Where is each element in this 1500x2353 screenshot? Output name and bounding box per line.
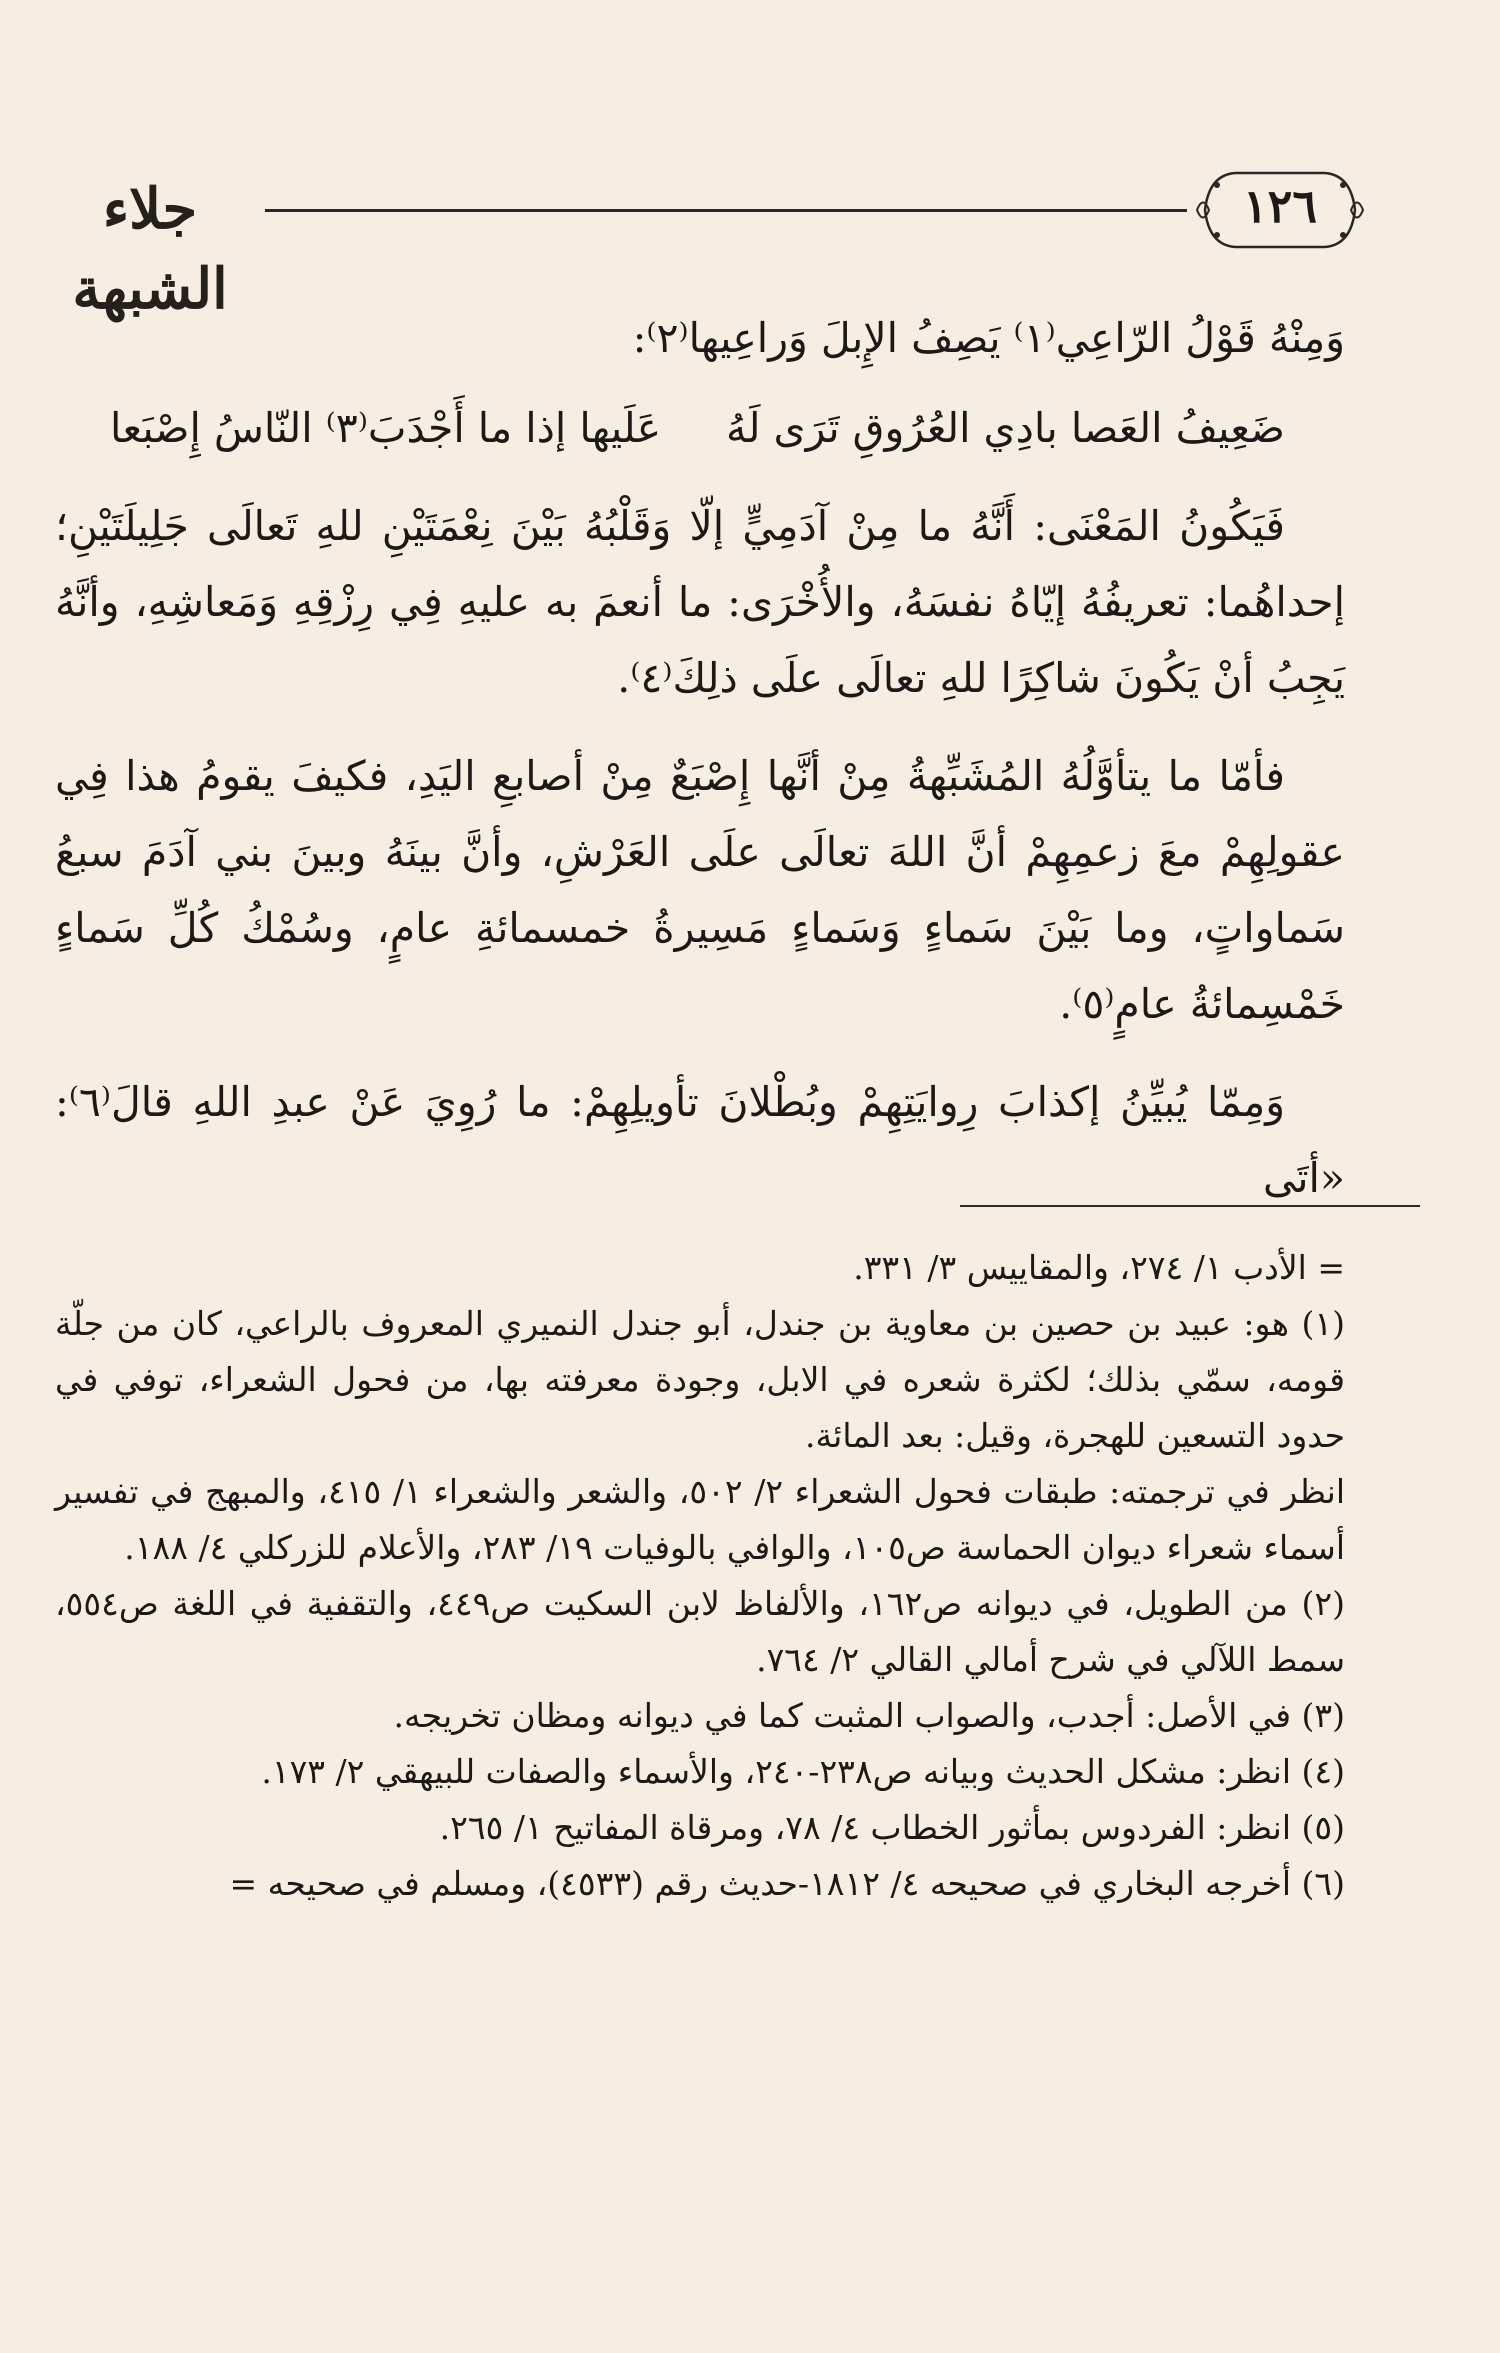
footnote-separator (960, 1205, 1420, 1207)
page-header (45, 165, 1365, 322)
footnotes (55, 1240, 1345, 1912)
footnote-6: (٦) أخرجه البخاري في صحيحه ٤/ ١٨١٢-حديث رقم (٤٥٣٣)، ومسلم في صحيحه = (229, 1864, 1345, 1903)
footnote-1: (١) هو: عبيد بن حصين بن معاوية بن جندل، أبو جندل النميري المعروف بالراعي، كان من جلّة قومه، سمّي بذلك؛ لكثرة شعره في الابل، وجودة معرفته بها، من فحول الشعراء، توفي في حدود التسعين للهجرة، وقيل: بعد المائة. (55, 1304, 1345, 1455)
main-text (55, 300, 1345, 1216)
footnote-3: (٣) في الأصل: أجدب، والصواب المثبت كما في ديوانه ومظان تخريجه. (393, 1696, 1345, 1735)
footnote-1-sources: انظر في ترجمته: طبقات فحول الشعراء ٢/ ٥٠٢، والشعر والشعراء ١/ ٤١٥، والمبهج في تفسير أسماء شعراء ديوان الحماسة ص١٠٥، والوافي بالوفيات ١٩/ ٢٨٣، والأعلام للزركلي ٤/ ١٨٨. (55, 1472, 1345, 1567)
verse-first-hemistich: ضَعِيفُ العَصا بادِي العُرُوقِ تَرَى لَهُ (725, 404, 1285, 452)
footnote-2: (٢) من الطويل، في ديوانه ص١٦٢، والألفاظ لابن السكيت ص٤٤٩، والتقفية في اللغة ص٥٥٤، سمط اللآلي في شرح أمالي القالي ٢/ ٧٦٤. (55, 1584, 1345, 1679)
paragraph-narration: وَمِمّا يُبيِّنُ إكذابَ رِوايَتِهِمْ وبُطْلانَ تأويلِهِمْ: ما رُوِيَ عَنْ عبدِ اللهِ قالَ⁽٦⁾: «أتَى (55, 1078, 1345, 1202)
paragraph-meaning: فَيَكُونُ المَعْنَى: أَنَّهُ ما مِنْ آدَمِيٍّ إلّا وَقَلْبُهُ بَيْنَ نِعْمَتَيْنِ للهِ تَعالَى جَلِيلَتَيْنِ؛ إحداهُما: تعريفُهُ إيّاهُ نفسَهُ، والأُخْرَى: ما أنعمَ به عليهِ فِي رِزْقِهِ وَمَعاشِهِ، وأنَّهُ يَجِبُ أنْ يَكُونَ شاكِرًا للهِ تعالَى علَى ذلِكَ⁽٤⁾. (55, 502, 1345, 702)
footnote-5: (٥) انظر: الفردوس بمأثور الخطاب ٤/ ٧٨، ومرقاة المفاتيح ١/ ٢٦٥. (439, 1808, 1345, 1847)
footnote-4: (٤) انظر: مشكل الحديث وبيانه ص٢٣٨-٢٤٠، والأسماء والصفات للبيهقي ٢/ ١٧٣. (261, 1752, 1345, 1791)
paragraph-intro: وَمِنْهُ قَوْلُ الرّاعِي⁽١⁾ يَصِفُ الإِبلَ وَراعِيها⁽٢⁾: (632, 314, 1345, 362)
footnote-carryover: = الأدب ١/ ٢٧٤، والمقاييس ٣/ ٣٣١. (853, 1248, 1345, 1287)
book-title-calligraphy: جلاء الشبهة (72, 176, 228, 322)
page-number-frame (1195, 165, 1365, 255)
page-number: ١٢٦ (1242, 179, 1318, 233)
verse-second-hemistich: عَلَيها إذا ما أَجْدَبَ⁽٣⁾ النّاسُ إِصْبَعا (110, 404, 662, 452)
paragraph-refutation: فأمّا ما يتأوَّلُهُ المُشَبِّهةُ مِنْ أنَّها إِصْبَعٌ مِنْ أصابعِ اليَدِ، فكيفَ يقومُ هذا فِي عقولِهِمْ معَ زعمِهِمْ أنَّ اللهَ تعالَى علَى العَرْشِ، وأنَّ بينَهُ وبينَ بني آدَمَ سبعُ سَماواتٍ، وما بَيْنَ سَماءٍ وَسَماءٍ مَسِيرةُ خمسمائةِ عامٍ، وسُمْكُ كُلِّ سَماءٍ خَمْسِمائةُ عامٍ⁽٥⁾. (55, 752, 1345, 1028)
poem-verse (55, 390, 1345, 466)
header-rule (265, 209, 1187, 212)
